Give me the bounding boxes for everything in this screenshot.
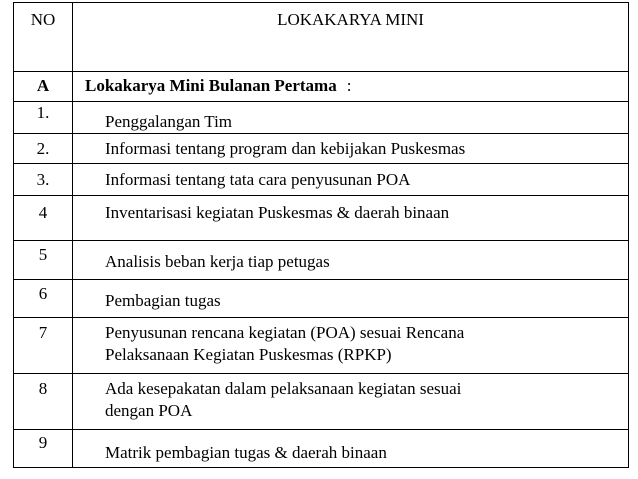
row-number: 7 xyxy=(14,318,73,374)
table-row xyxy=(14,430,629,468)
table-row xyxy=(14,102,629,134)
section-code: A xyxy=(14,72,73,102)
row-text-cell xyxy=(73,318,629,374)
row-text-cell xyxy=(73,374,629,430)
section-colon: : xyxy=(346,76,352,95)
section-title: Lokakarya Mini Bulanan Pertama xyxy=(85,76,337,95)
row-text-line: dengan POA xyxy=(105,401,193,420)
row-text: Analisis beban kerja tiap petugas xyxy=(73,241,629,280)
lokakarya-table xyxy=(13,2,629,468)
row-number: 3. xyxy=(14,164,73,196)
row-number: 2. xyxy=(14,134,73,164)
row-text: Matrik pembagian tugas & daerah binaan xyxy=(73,430,629,468)
table-row xyxy=(14,134,629,164)
row-number: 9 xyxy=(14,430,73,468)
section-title-cell xyxy=(73,72,629,102)
section-row xyxy=(14,72,629,102)
row-text: Pembagian tugas xyxy=(73,280,629,318)
table-row xyxy=(14,318,629,374)
table-row xyxy=(14,196,629,241)
header-title: LOKAKARYA MINI xyxy=(73,3,629,72)
table-row xyxy=(14,241,629,280)
row-number: 6 xyxy=(14,280,73,318)
row-number: 5 xyxy=(14,241,73,280)
row-number: 4 xyxy=(14,196,73,241)
table-row xyxy=(14,164,629,196)
table-row xyxy=(14,374,629,430)
header-no: NO xyxy=(14,3,73,72)
row-text-line: Penyusunan rencana kegiatan (POA) sesuai Rencana xyxy=(105,323,465,342)
row-text-line: Pelaksanaan Kegiatan Puskesmas (RPKP) xyxy=(105,345,392,364)
table-row xyxy=(14,280,629,318)
row-text: Inventarisasi kegiatan Puskesmas & daerah binaan xyxy=(73,196,629,241)
row-text-line: Ada kesepakatan dalam pelaksanaan kegiatan sesuai xyxy=(105,379,462,398)
row-text: Informasi tentang tata cara penyusunan POA xyxy=(73,164,629,196)
row-number: 1. xyxy=(14,102,73,134)
row-text: Penggalangan Tim xyxy=(73,102,629,134)
table-header-row xyxy=(14,3,629,72)
row-text: Informasi tentang program dan kebijakan Puskesmas xyxy=(73,134,629,164)
row-number: 8 xyxy=(14,374,73,430)
